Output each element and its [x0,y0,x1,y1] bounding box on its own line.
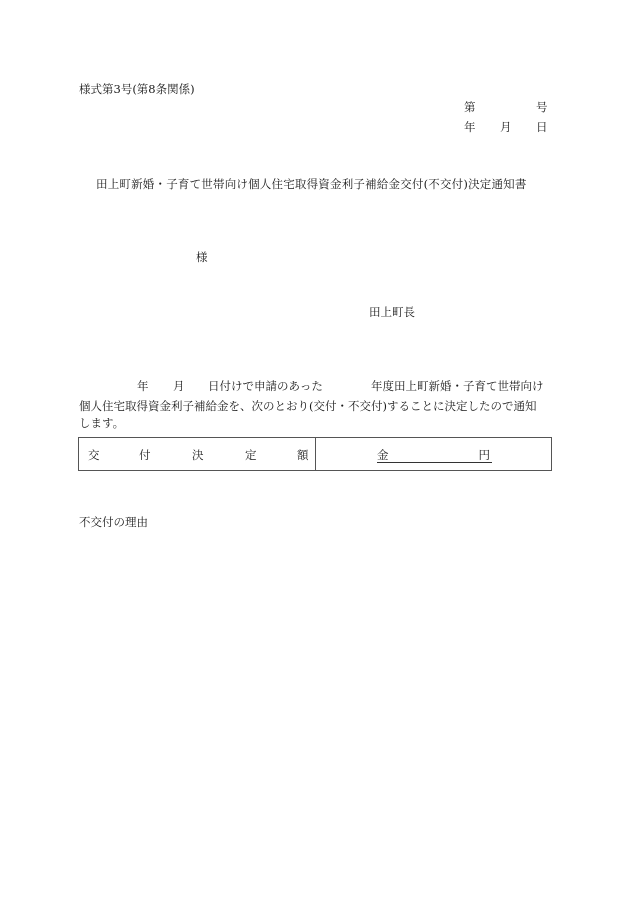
body-year-label: 年 [137,379,149,393]
grant-amount-field[interactable] [377,447,492,463]
document-number-suffix: 号 [536,100,548,114]
body-day-text: 日付けで申請のあった [208,379,323,393]
table-divider [315,438,316,470]
document-reference [460,99,552,139]
form-number: 様式第3号(第8条関係) [79,82,195,96]
grant-amount-table [78,437,552,471]
date-year-label: 年 [464,120,476,134]
issuer-name: 田上町長 [369,305,415,319]
document-number-row [460,99,552,119]
amount-label-char: 額 [297,448,309,462]
amount-prefix: 金 [377,448,389,462]
body-month-label: 月 [173,379,185,393]
body-line-3: します。 [79,416,125,430]
amount-suffix: 円 [478,448,490,462]
body-line-2: 個人住宅取得資金利子補給金を、次のとおり(交付・不交付)することに決定したので通知 [79,399,537,413]
body-line-1 [79,378,552,396]
non-grant-reason-label: 不交付の理由 [79,515,148,529]
body-fiscal-text: 年度田上町新婚・子育て世帯向け [371,379,544,393]
amount-label-char: 決 [192,448,204,462]
document-date-row [460,119,552,139]
amount-label-char: 定 [245,448,257,462]
amount-label-char: 付 [139,448,151,462]
amount-label-char: 交 [88,448,100,462]
document-title: 田上町新婚・子育て世帯向け個人住宅取得資金利子補給金交付(不交付)決定通知書 [96,177,527,191]
document-number-prefix: 第 [464,100,476,114]
date-month-label: 月 [500,120,512,134]
recipient-honorific: 様 [196,250,208,264]
date-day-label: 日 [536,120,548,134]
